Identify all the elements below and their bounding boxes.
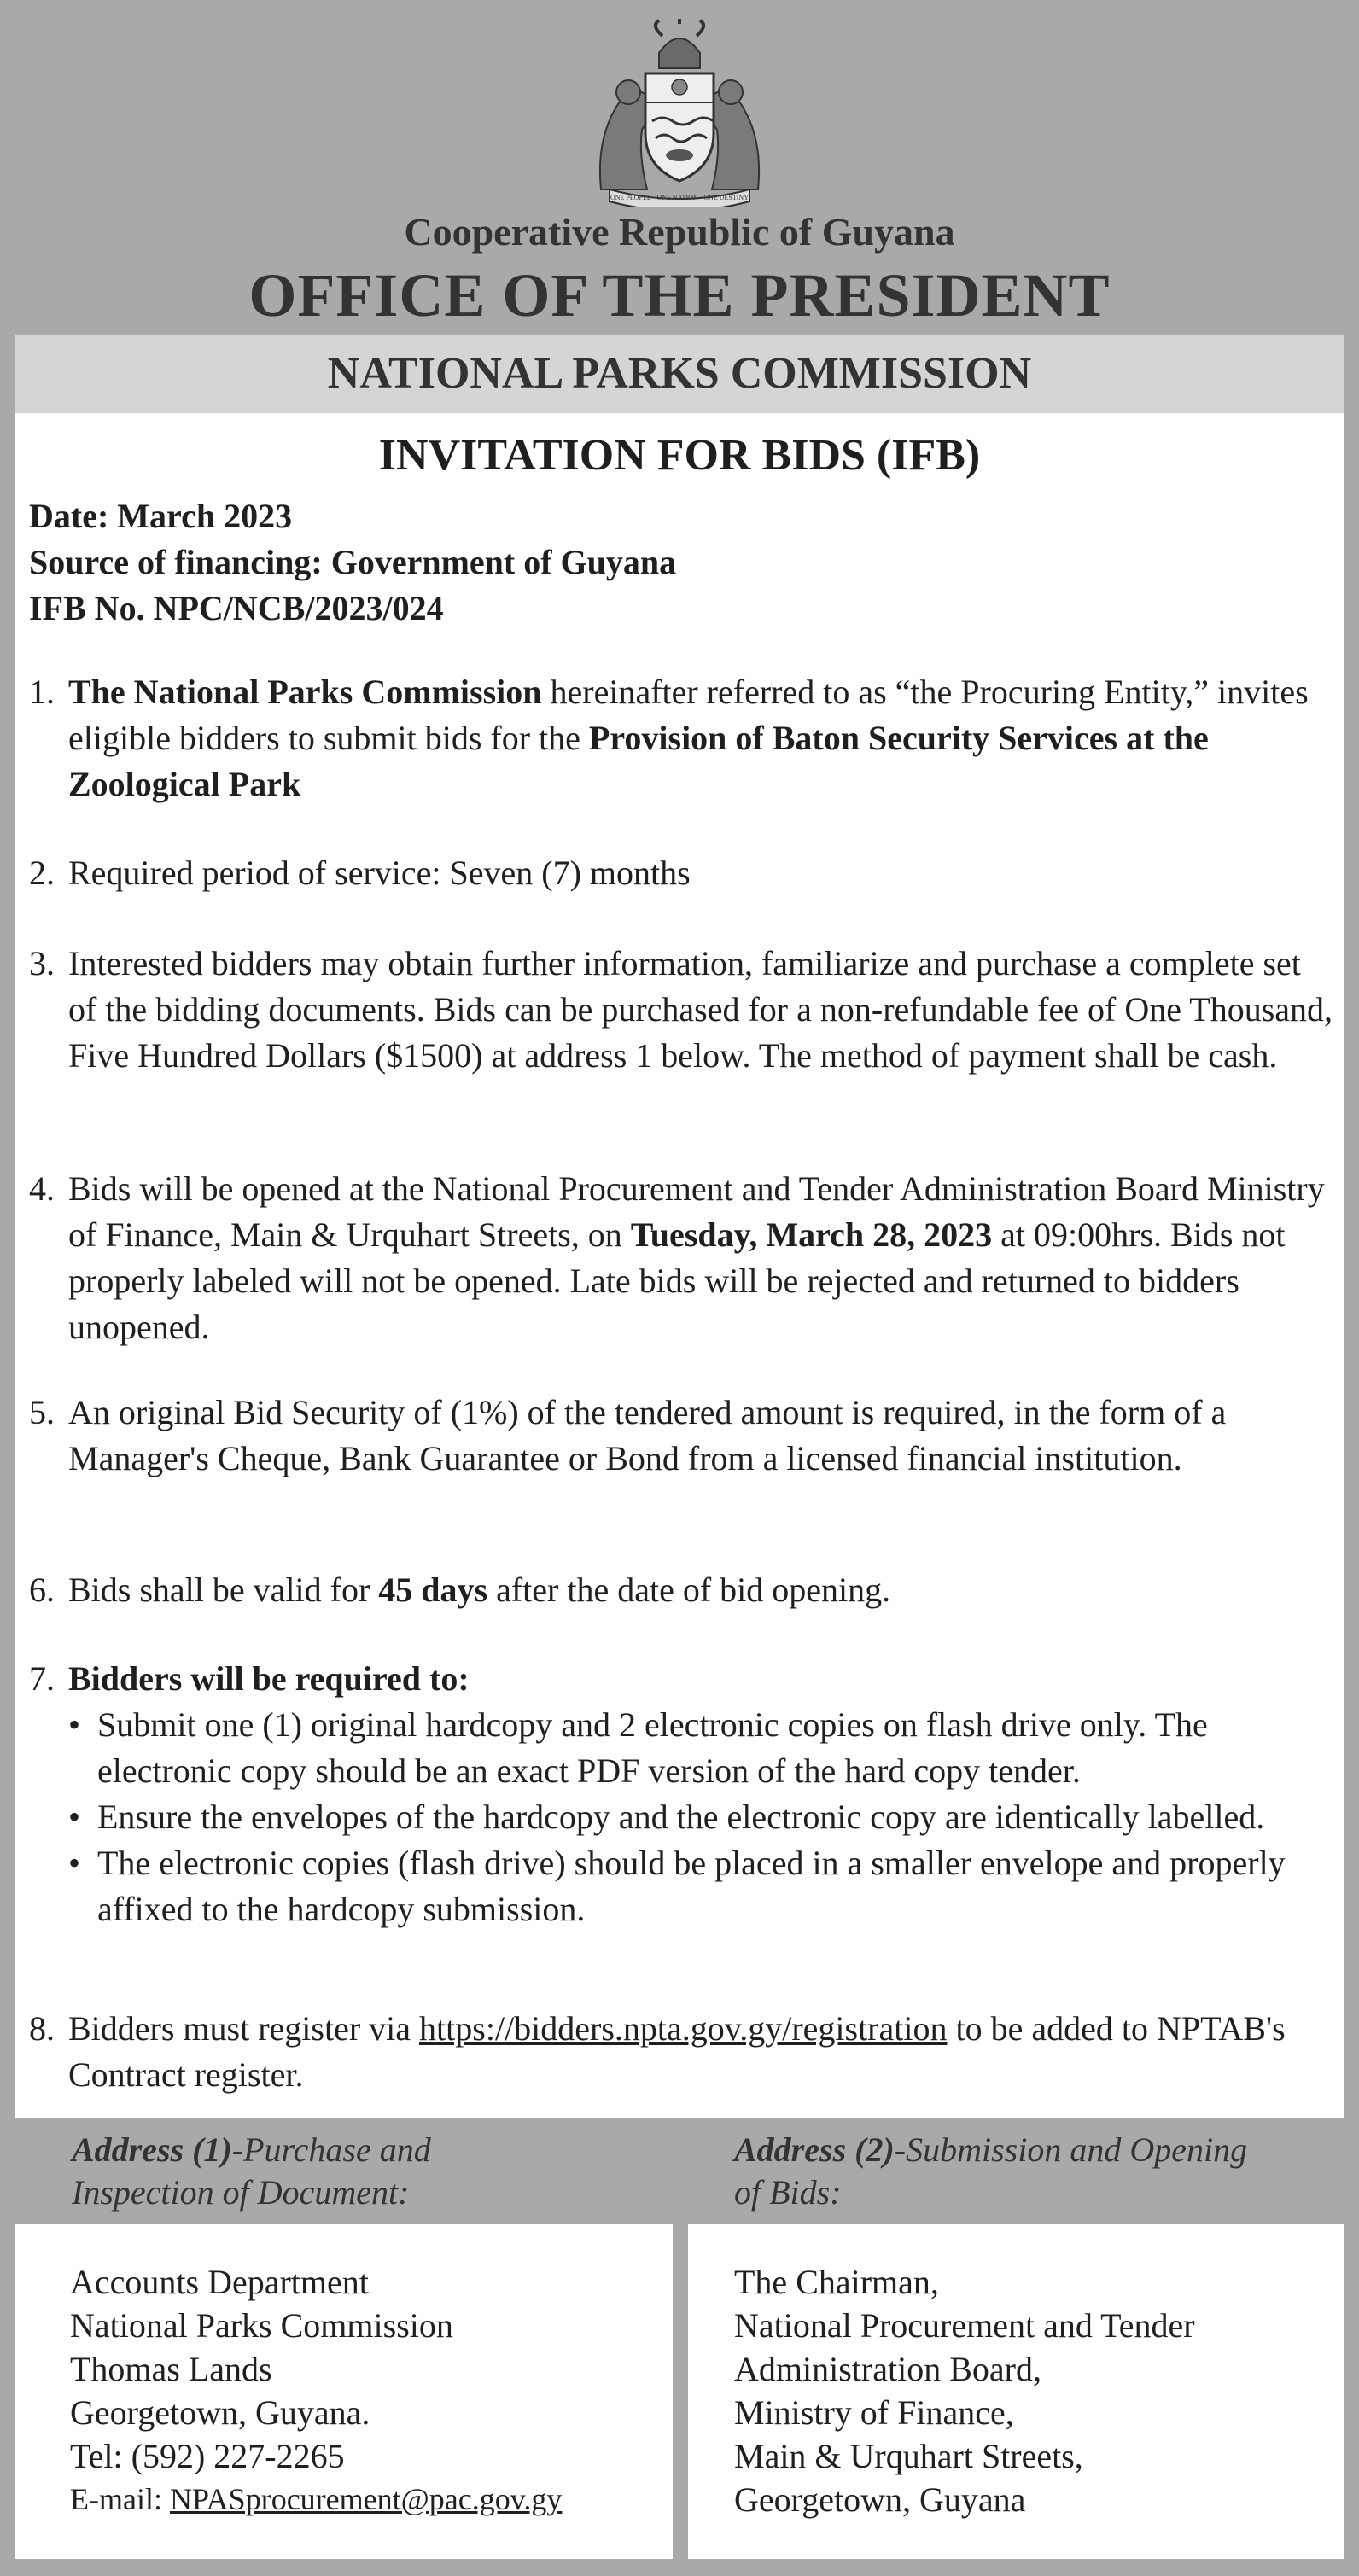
- list-item: [68, 1794, 1335, 1840]
- clause-7: [29, 1656, 1335, 1932]
- opening-date: Tuesday, March 28, 2023: [630, 1215, 993, 1254]
- clause-1: [29, 669, 1335, 807]
- address-line: Administration Board,: [734, 2350, 1041, 2388]
- address-line: Main & Urquhart Streets,: [734, 2437, 1083, 2475]
- list-item-text: Submit one (1) original hardcopy and 2 electronic copies on flash drive only. The electronic copy should be an exact PDF version of the hard copy tender.: [97, 1705, 1208, 1790]
- notice-title: INVITATION FOR BIDS (IFB): [378, 431, 981, 480]
- list-item: [68, 1840, 1335, 1932]
- clause-number: 1.: [29, 673, 55, 711]
- procuring-entity-name: The National Parks Commission: [68, 673, 542, 711]
- list-item: [68, 1702, 1335, 1794]
- clause-5: [29, 1390, 1335, 1482]
- clause-text: after the date of bid opening.: [487, 1571, 891, 1609]
- notice-date: Date: March 2023: [29, 497, 293, 535]
- clause-text: Bids will be opened at the National Procurement and Tender Administration Board Ministry of Finance, Main & Urquhart Streets, on: [68, 1169, 1325, 1254]
- bullet-icon: •: [68, 1705, 81, 1744]
- bullet-icon: •: [68, 1844, 81, 1882]
- notice-financing: Source of financing: Government of Guyana: [29, 543, 677, 581]
- validity-period: 45 days: [378, 1571, 488, 1609]
- address-1-purpose: -Purchase and: [231, 2130, 431, 2169]
- notice-ifb-number: IFB No. NPC/NCB/2023/024: [29, 589, 444, 627]
- address-line: Accounts Department: [70, 2263, 369, 2301]
- address-line: National Parks Commission: [70, 2306, 453, 2345]
- clause-text: hereinafter referred to as “the Procuring Entity,” invites eligible bidders to submit bids for the: [68, 673, 1309, 757]
- notice-panel: [15, 413, 1344, 2118]
- office-title: OFFICE OF THE PRESIDENT: [248, 261, 1111, 329]
- address-line: The Chairman,: [734, 2263, 939, 2301]
- requirements-heading: Bidders will be required to:: [68, 1659, 470, 1698]
- clause-text: at 09:00hrs. Bids not properly labeled will not be opened. Late bids will be rejected and returned to bidders unopened.: [68, 1215, 1286, 1346]
- service-name: Provision of Baton Security Services at the Zoological Park: [68, 719, 1209, 803]
- clause-6: [29, 1567, 1335, 1613]
- requirements-list: [68, 1702, 1335, 1932]
- bullet-icon: •: [68, 1798, 81, 1836]
- address-line: Georgetown, Guyana.: [70, 2393, 370, 2432]
- address-2-purpose-cont: of Bids:: [734, 2173, 842, 2212]
- clause-number: 4.: [29, 1169, 55, 1208]
- list-item-text: The electronic copies (flash drive) should be placed in a smaller envelope and properly affixed to the hardcopy submission.: [97, 1844, 1286, 1928]
- clause-number: 8.: [29, 2009, 55, 2048]
- address-1-box: [15, 2224, 673, 2559]
- clause-4: [29, 1166, 1335, 1350]
- notice-meta: [29, 493, 676, 632]
- address-1-label: Address (1): [72, 2130, 232, 2169]
- clause-number: 5.: [29, 1393, 55, 1431]
- clause-number: 6.: [29, 1571, 55, 1609]
- clause-text: to be added to NPTAB's Contract register.: [68, 2009, 1286, 2094]
- clause-8: [29, 2006, 1335, 2098]
- country-name: Cooperative Republic of Guyana: [404, 210, 955, 254]
- crest-motto: ONE PEOPLE · ONE NATION · ONE DESTINY: [610, 194, 749, 201]
- clause-2: [29, 850, 1335, 896]
- clause-number: 2.: [29, 854, 55, 892]
- address-line: Thomas Lands: [70, 2350, 272, 2388]
- commission-band: [15, 335, 1344, 413]
- address-2-purpose: -Submission and Opening: [894, 2130, 1248, 2169]
- email-label: E-mail:: [70, 2482, 170, 2516]
- coat-of-arms-icon: [584, 19, 775, 207]
- email-link[interactable]: NPASprocurement@pac.gov.gy: [169, 2482, 563, 2516]
- address-line: National Procurement and Tender: [734, 2306, 1195, 2345]
- clause-text: Interested bidders may obtain further information, familiarize and purchase a complete set of the bidding documents. Bids can be purchased for a non-refundable fee of One Thousand, Five Hundred Dollars ($1500) at address 1 below. The method of payment shall be cash.: [68, 944, 1333, 1075]
- clause-text: Bids shall be valid for: [68, 1571, 379, 1609]
- clause-number: 7.: [29, 1659, 55, 1698]
- email-line: [70, 2478, 562, 2521]
- address-line: Georgetown, Guyana: [734, 2480, 1026, 2519]
- address-2-heading: [734, 2129, 1247, 2214]
- clause-text: Bidders must register via: [68, 2009, 420, 2048]
- clause-text: Required period of service: Seven (7) months: [68, 854, 691, 892]
- registration-link[interactable]: https://bidders.npta.gov.gy/registration: [419, 2009, 948, 2048]
- address-line: Ministry of Finance,: [734, 2393, 1014, 2432]
- address-2-label: Address (2): [734, 2130, 895, 2169]
- list-item-text: Ensure the envelopes of the hardcopy and the electronic copy are identically labelled.: [97, 1798, 1265, 1836]
- commission-name: NATIONAL PARKS COMMISSION: [327, 349, 1032, 398]
- address-2-box: [688, 2224, 1344, 2559]
- phone-number: Tel: (592) 227-2265: [70, 2437, 345, 2475]
- address-1-heading: [72, 2129, 431, 2214]
- clause-number: 3.: [29, 944, 55, 982]
- clause-3: [29, 941, 1335, 1079]
- address-1-purpose-cont: Inspection of Document:: [72, 2173, 410, 2212]
- clause-text: An original Bid Security of (1%) of the tendered amount is required, in the form of a Manager's Cheque, Bank Guarantee or Bond from a licensed financial institution.: [68, 1393, 1227, 1477]
